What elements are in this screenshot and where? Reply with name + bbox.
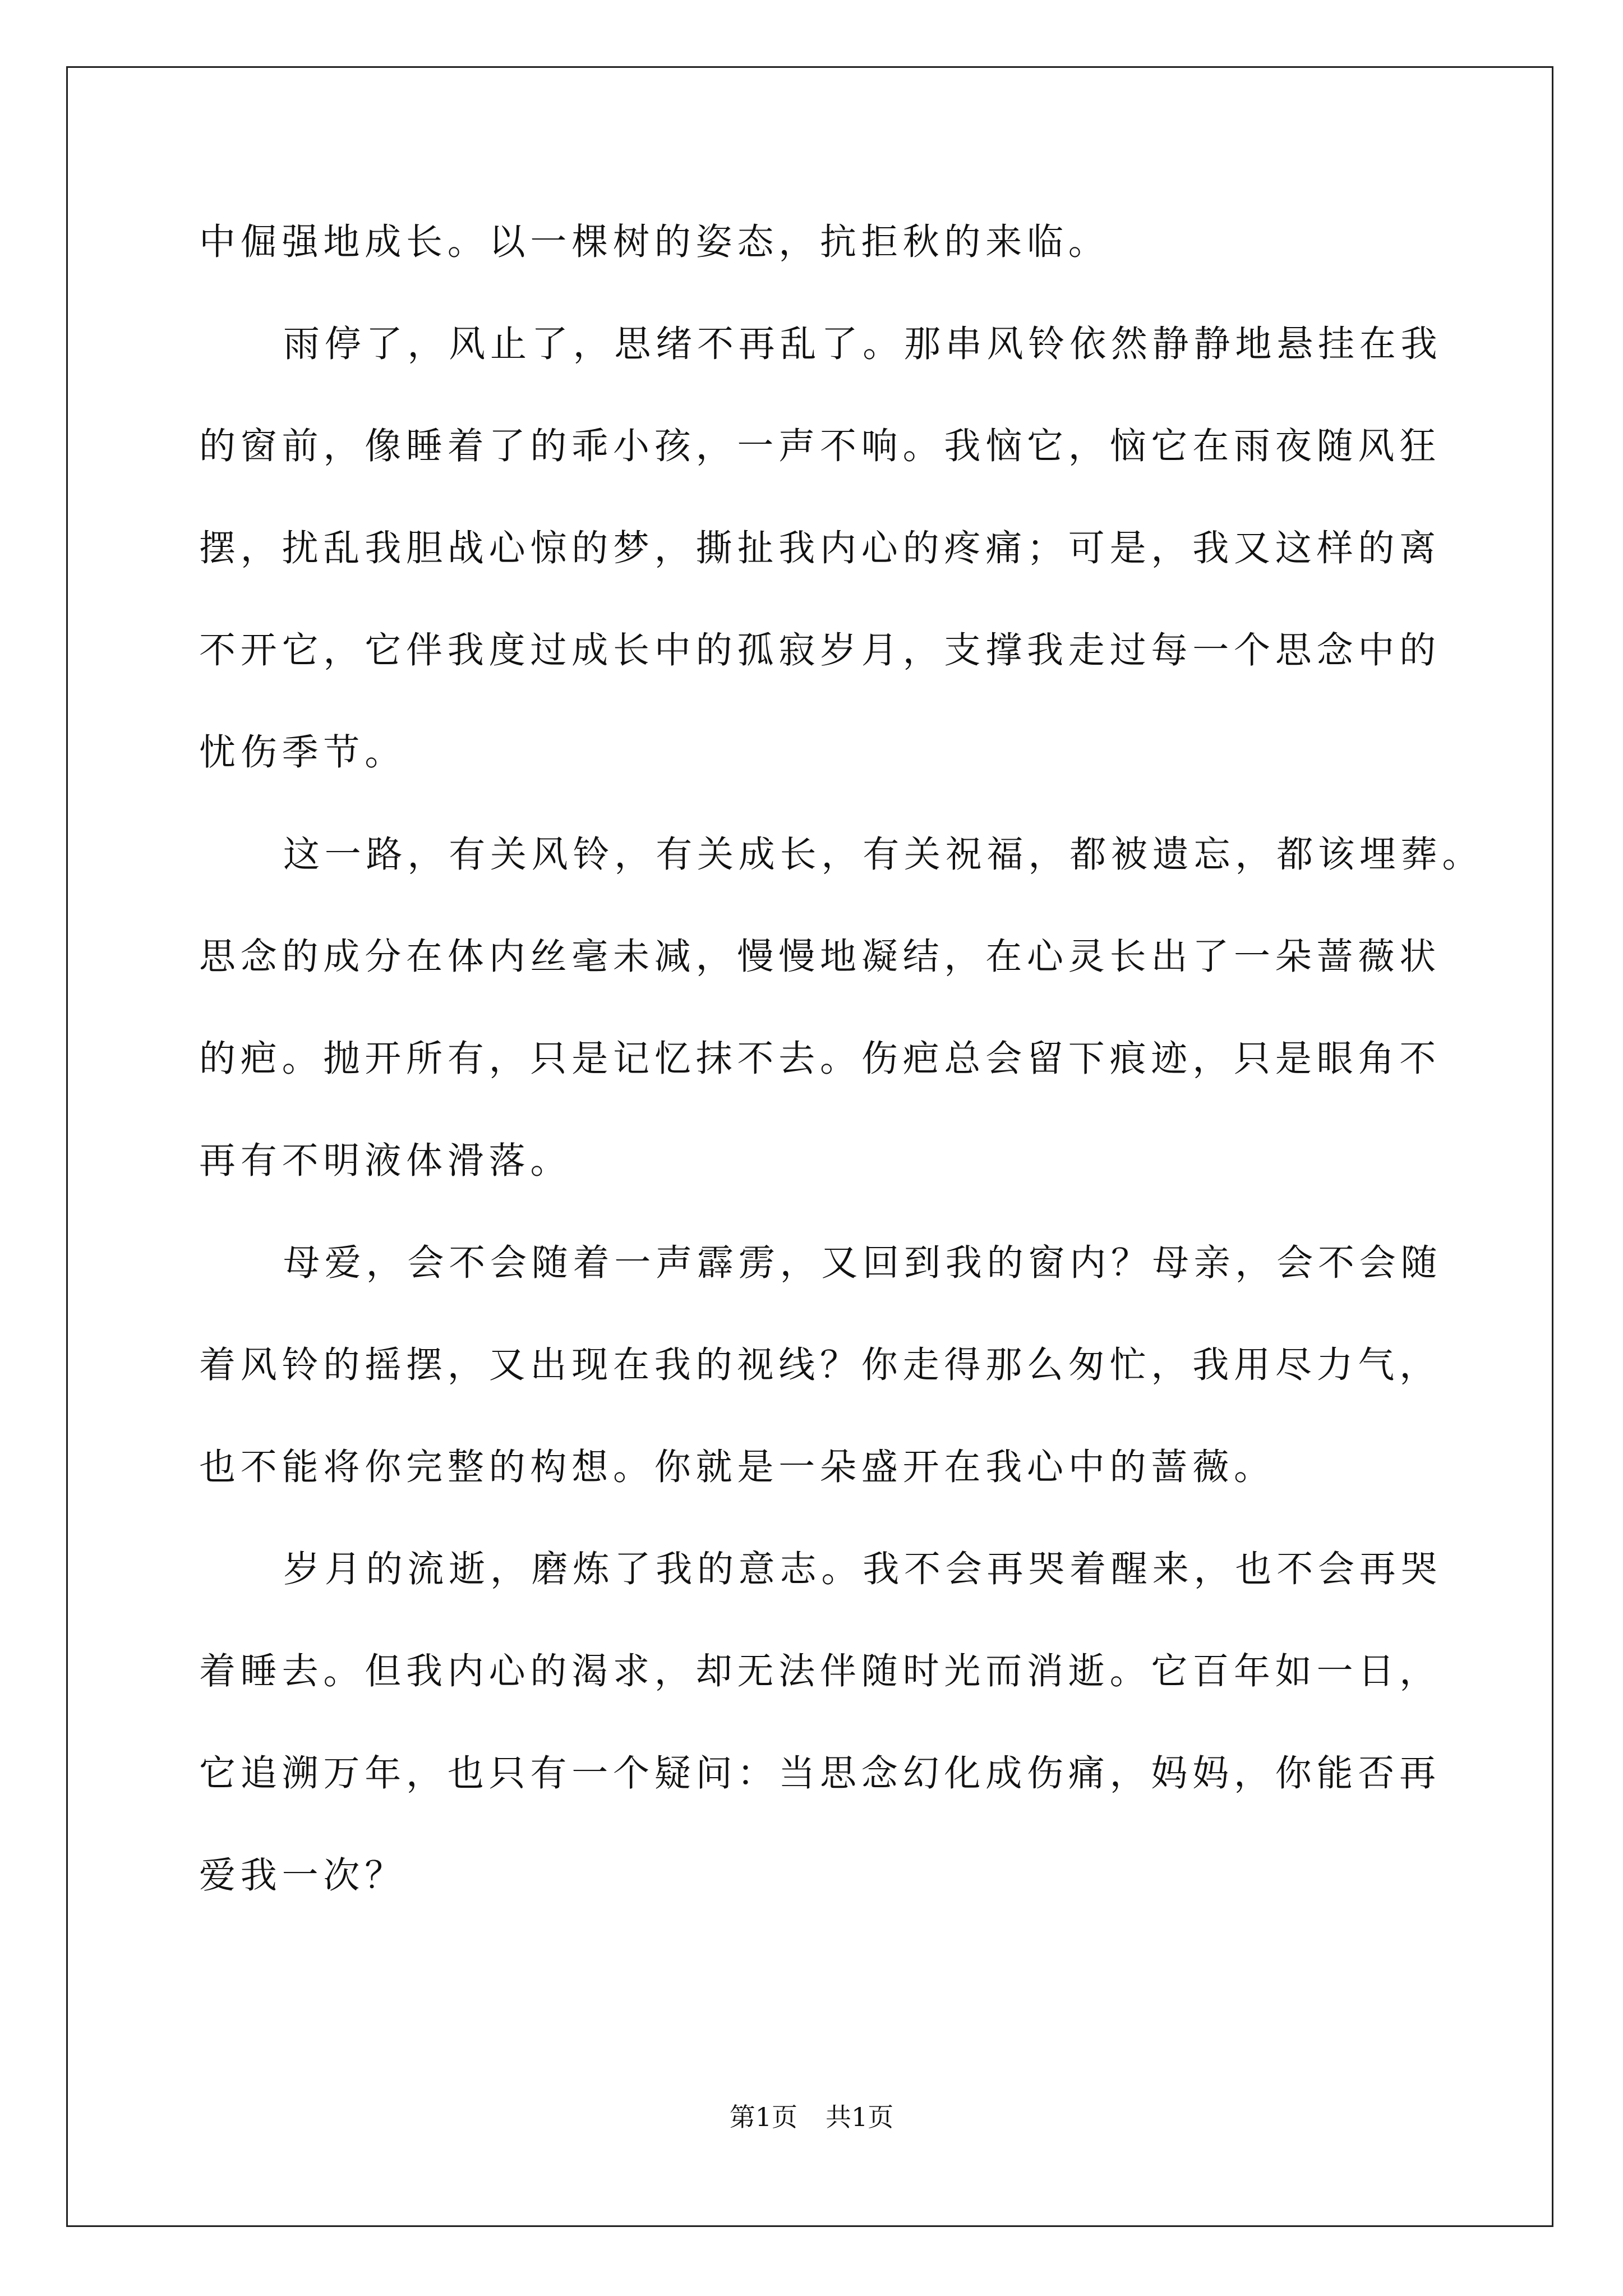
text-line: 的疤。抛开所有，只是记忆抹不去。伤疤总会留下痕迹，只是眼角不 [199,1038,1441,1080]
page-number: 第1页 [729,2102,797,2132]
text-line: 它追溯万年，也只有一个疑问：当思念幻化成伤痛，妈妈，你能否再 [199,1752,1441,1795]
text-line: 也不能将你完整的构想。你就是一朵盛开在我心中的蔷薇。 [199,1446,1275,1488]
paragraph-first-line: 这一路，有关风铃，有关成长，有关祝福，都被遗忘，都该埋葬。 [283,834,1484,876]
text-line: 爱我一次？ [199,1855,407,1897]
paragraph-first-line: 雨停了，风止了，思绪不再乱了。那串风铃依然静静地悬挂在我 [283,323,1442,365]
paragraph-first-line: 岁月的流逝，磨炼了我的意志。我不会再哭着醒来，也不会再哭 [283,1548,1442,1590]
text-line: 忧伤季节。 [199,731,407,774]
text-line: 摆，扰乱我胆战心惊的梦，撕扯我内心的疼痛；可是，我又这样的离 [199,527,1441,569]
text-line: 再有不明液体滑落。 [199,1140,572,1182]
text-line: 着睡去。但我内心的渴求，却无法伴随时光而消逝。它百年如一日， [199,1650,1441,1692]
text-line: 中倔强地成长。以一棵树的姿态，抗拒秋的来临。 [199,221,1110,263]
text-line: 的窗前，像睡着了的乖小孩，一声不响。我恼它，恼它在雨夜随风狂 [199,425,1441,467]
text-line: 不开它，它伴我度过成长中的孤寂岁月，支撑我走过每一个思念中的 [199,629,1441,671]
text-line: 思念的成分在体内丝毫未减，慢慢地凝结，在心灵长出了一朵蔷薇状 [199,936,1441,978]
page-total: 共1页 [826,2102,894,2132]
paragraph-first-line: 母爱，会不会随着一声霹雳，又回到我的窗内？母亲，会不会随 [283,1242,1442,1284]
page-footer [0,2100,1623,2134]
text-line: 着风铃的摇摆，又出现在我的视线？你走得那么匆忙，我用尽力气， [199,1344,1441,1386]
